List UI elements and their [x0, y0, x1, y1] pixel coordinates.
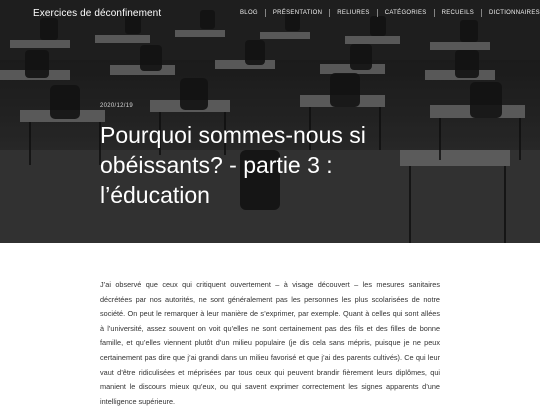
post-date: 2020/12/19: [100, 103, 134, 109]
nav-item-blog[interactable]: BLOG: [240, 10, 258, 16]
nav-item-dictionnaires[interactable]: DICTIONNAIRES: [481, 9, 540, 17]
post-title: Pourquoi sommes-nous si obéissants? - partie 3 : l’éducation: [100, 122, 366, 208]
nav-item-categories[interactable]: CATÉGORIES: [377, 9, 434, 17]
nav-item-reliures[interactable]: RELIURES: [329, 9, 376, 17]
nav-item-recueils[interactable]: RECUEILS: [434, 9, 481, 17]
site-title-link[interactable]: Exercices de déconfinement: [33, 8, 162, 19]
main-nav: [240, 9, 540, 17]
post-body: J’ai observé que ceux qui critiquent ouvertement – à visage découvert – les mesures sanitaires décrétées par nos autorités, ne sont généralement pas les personnes les plus scolarisées de notre société. On peut le remarquer à leur manière de s’exprimer, par exemple. Quant à celles qui sont allées à l’université, assez souvent on voit qu’elles ne sont certainement pas des fils et des filles de bonne famille, et qu’elles viennent plutôt d’un milieu populaire (je dis cela sans mépris, puisque je ne peux certainement pas dire que j’ai grandi dans un milieu favorisé et que j’ai des parents cultivés). Ce qui leur vaut d’être ridiculisées et méprisées par tous ceux qui peuvent brandir fièrement leurs diplômes, qui manient le discours mieux qu’eux, ou qui savent exprimer correctement les signes apparents d’une intelligence supérieure.: [100, 280, 440, 406]
nav-item-presentation[interactable]: PRÉSENTATION: [265, 9, 329, 17]
